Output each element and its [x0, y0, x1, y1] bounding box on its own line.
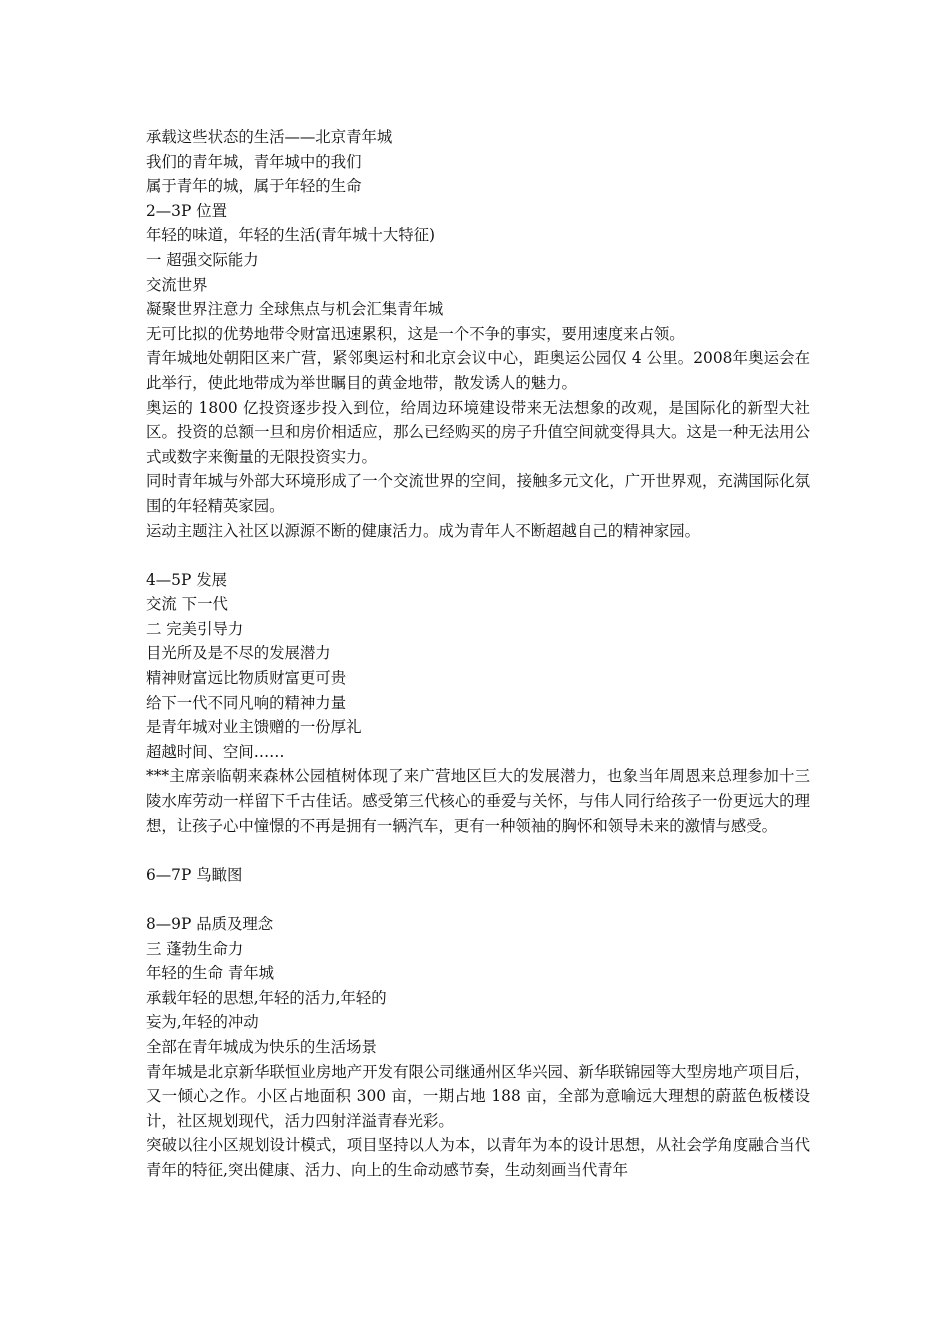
text-line: 妄为,年轻的冲动	[146, 1013, 259, 1032]
body-paragraph: 青年城是北京新华联恒业房地产开发有限公司继通州区华兴园、新华联锦园等大型房地产项目后，又一倾心之作。小区占地面积 300 亩，一期占地 188 亩，全部为意喻远大理想的蔚蓝色板楼设计，社区规划现代，活力四射洋溢青春光彩。	[146, 1062, 810, 1130]
text-line: 全部在青年城成为快乐的生活场景	[146, 1037, 377, 1056]
body-paragraph: 无可比拟的优势地带令财富迅速累积，这是一个不争的事实，要用速度来占领。	[146, 324, 685, 343]
body-paragraph: 奥运的 1800 亿投资逐步投入到位，给周边环境建设带来无法想象的改观，是国际化的新型大社区。投资的总额一旦和房价相适应，那么已经购买的房子升值空间就变得具大。这是一种无法用公式或数字来衡量的无限投资实力。	[146, 398, 810, 466]
document-page	[146, 125, 810, 1183]
text-line: 凝聚世界注意力 全球焦点与机会汇集青年城	[146, 300, 444, 319]
body-paragraph: 青年城地处朝阳区来广营，紧邻奥运村和北京会议中心，距奥运公园仅 4 公里。2008年奥运会在此举行，使此地带成为举世瞩目的黄金地带，散发诱人的魅力。	[146, 349, 810, 392]
text-line: 我们的青年城，青年城中的我们	[146, 152, 362, 171]
text-line: 目光所及是不尽的发展潜力	[146, 644, 331, 663]
text-line: 超越时间、空间……	[146, 742, 285, 761]
blank-line	[146, 838, 810, 863]
section-heading: 8—9P 品质及理念	[146, 915, 274, 933]
text-line: 交流世界	[146, 275, 208, 294]
text-line: 是青年城对业主馈赠的一份厚礼	[146, 718, 362, 737]
text-line: 年轻的生命 青年城	[146, 964, 275, 983]
body-paragraph: ***主席亲临朝来森林公园植树体现了来广营地区巨大的发展潜力，也象当年周恩来总理参加十三陵水库劳动一样留下千古佳话。感受第三代核心的垂爱与关怀，与伟人同行给孩子一份更远大的理想，让孩子心中憧憬的不再是拥有一辆汽车，更有一种领袖的胸怀和领导未来的激情与感受。	[146, 767, 810, 835]
section-heading: 4—5P 发展	[146, 570, 228, 589]
feature-heading: 二 完美引导力	[146, 619, 244, 638]
text-line: 承载年轻的思想,年轻的活力,年轻的	[146, 988, 387, 1007]
body-paragraph: 同时青年城与外部大环境形成了一个交流世界的空间，接触多元文化，广开世界观，充满国际化氛围的年轻精英家园。	[146, 472, 810, 515]
text-line: 给下一代不同凡响的精神力量	[146, 693, 347, 712]
section-heading: 6—7P 鸟瞰图	[146, 865, 243, 884]
blank-line	[146, 543, 810, 568]
section-heading: 2—3P 位置	[146, 201, 228, 220]
text-line: 属于青年的城，属于年轻的生命	[146, 177, 362, 196]
doc-title: 承载这些状态的生活——北京青年城	[146, 128, 393, 146]
body-paragraph: 运动主题注入社区以源源不断的健康活力。成为青年人不断超越自己的精神家园。	[146, 521, 701, 540]
feature-heading: 一 超强交际能力	[146, 250, 259, 269]
text-line: 交流 下一代	[146, 595, 228, 614]
body-paragraph: 突破以往小区规划设计模式，项目坚持以人为本，以青年为本的设计思想，从社会学角度融合当代青年的特征,突出健康、活力、向上的生命动感节奏，生动刻画当代青年	[146, 1136, 810, 1179]
blank-line	[146, 887, 810, 912]
feature-heading: 三 蓬勃生命力	[146, 939, 244, 958]
text-line: 精神财富远比物质财富更可贵	[146, 669, 347, 688]
text-line: 年轻的味道，年轻的生活(青年城十大特征)	[146, 226, 436, 245]
